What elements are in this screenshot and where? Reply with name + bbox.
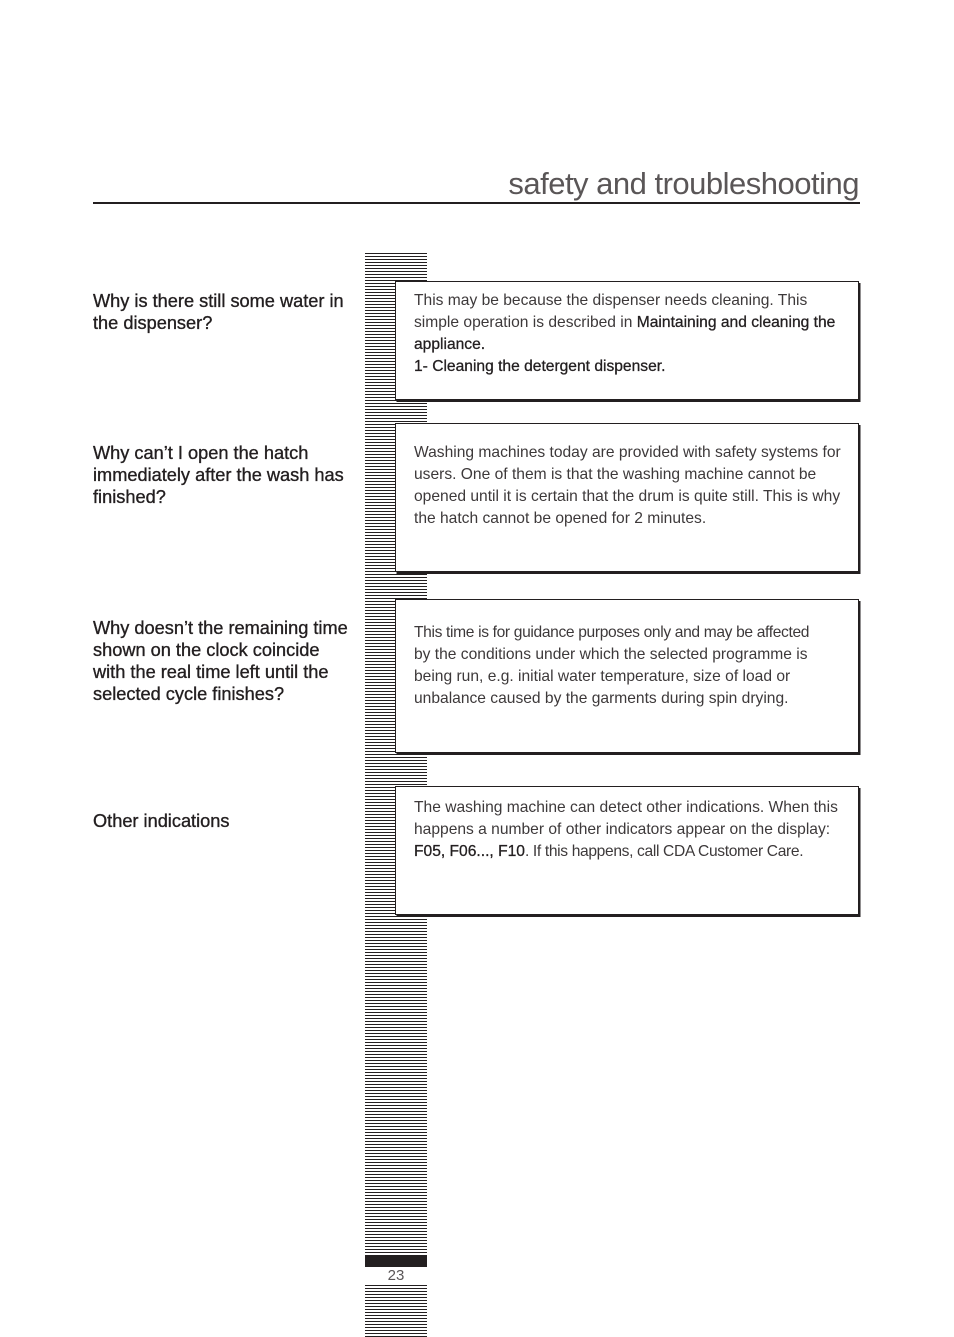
faq-question-other-indications: Other indications	[93, 811, 230, 831]
faq-answer-remaining-time	[395, 599, 859, 753]
error-codes: F05, F06..., F10	[414, 843, 525, 860]
answer-text-outro: . If this happens, call CDA Customer Care.	[524, 843, 804, 860]
answer-reference-section: 1- Cleaning the detergent dispenser.	[414, 358, 666, 375]
answer-text: This may be because the dispenser needs cleaning. This simple operation is described in	[414, 292, 808, 331]
faq-answer-other-indications	[395, 786, 859, 915]
answer-text-first-line: This time is for guidance purposes only and may be affected	[414, 624, 810, 641]
answer-reference: Maintaining and cleaning the appliance.	[414, 314, 836, 353]
answer-text: Washing machines today are provided with safety systems for users. One of them is that the washing machine cannot be opened until it is certain that the drum is quite still. This is why the hatch cannot be opened for 2 minutes.	[414, 444, 841, 527]
page-number: 23	[365, 1267, 427, 1285]
faq-answer-hatch	[395, 423, 859, 572]
faq-question-remaining-time: Why doesn’t the remaining time shown on the clock coincide with the real time left until the selected cycle finishes?	[93, 618, 348, 704]
answer-text: The washing machine can detect other indications. When this happens a number of other indicators appear on the display:	[414, 799, 838, 838]
page-number-bar	[365, 1255, 427, 1267]
faq-question-hatch: Why can’t I open the hatch immediately after the wash has finished?	[93, 443, 344, 507]
faq-answer-dispenser-water	[395, 281, 859, 400]
page-title: safety and troubleshooting	[508, 166, 859, 201]
faq-question-dispenser-water: Why is there still some water in the dispenser?	[93, 291, 344, 333]
answer-text: by the conditions under which the selected programme is being run, e.g. initial water temperature, size of load or unbalance caused by the garments during spin drying.	[414, 646, 808, 707]
decorative-stripe-column	[365, 253, 427, 1255]
decorative-stripe-column-bottom	[365, 1285, 427, 1337]
header-rule	[93, 202, 860, 204]
